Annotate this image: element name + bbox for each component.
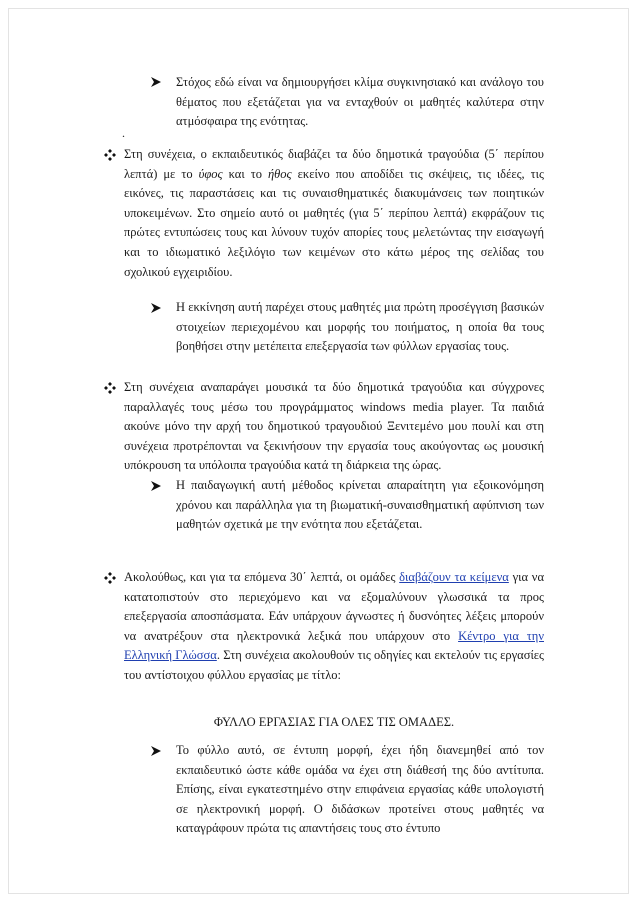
worksheet-title: ΦΥΛΛΟ ΕΡΓΑΣΙΑΣ ΓΙΑ ΟΛΕΣ ΤΙΣ ΟΜΑΔΕΣ. bbox=[213, 715, 455, 729]
main-paragraph-1 bbox=[124, 145, 544, 282]
bullet-paragraph-1: Στόχος εδώ είναι να δημιουργήσει κλίμα συγκινησιακό και ανάλογο του θέματος που εξετάζεται για να ενταχθούν οι μαθητές καλύτερα στην ατμόσφαιρα της ενότητας. bbox=[176, 75, 544, 129]
p1-text-a: Στη συνέχεια, ο εκπαιδευτικός διαβάζει τα δύο δημοτικά τραγούδια (5΄ περίπου λεπτά) με το bbox=[124, 147, 544, 181]
p1-text-b: και το bbox=[222, 166, 268, 181]
stray-dot: . bbox=[122, 126, 125, 140]
main-paragraph-3 bbox=[124, 568, 544, 686]
p3-text-c: . Στη συνέχεια ακολουθούν τις οδηγίες και εκτελούν τις εργασίες του αντίστοιχου φύλλου εργασίας με τίτλο: bbox=[124, 648, 545, 682]
p3-text-b: για να κατατοπιστούν στο περιεχόμενο και να εξομαλύνουν γλωσσικά τα προς επεξεργασία αποσπάσματα. Εάν υπάρχουν άγνωστες ή δυσνόητες λέξεις μπορούν να ανατρέξουν στα ηλεκτρονικά λεξικά που υπάρχουν στο bbox=[124, 570, 544, 643]
arrowhead-bullet-icon bbox=[150, 745, 162, 759]
arrowhead-bullet-icon bbox=[150, 480, 162, 494]
p3-text-a: Ακολούθως, και για τα επόμενα 30΄ λεπτά, οι ομάδες bbox=[124, 570, 400, 584]
arrowhead-bullet-icon bbox=[150, 76, 162, 90]
p1-emphasis-ethos: ήθος bbox=[267, 166, 292, 181]
bullet-paragraph-3: Η παιδαγωγική αυτή μέθοδος κρίνεται απαραίτητη για εξοικονόμηση χρόνου και παράλληλα για τη βιωματική-συναισθηματική αφύπνιση των μαθητών σχετικά με την ενότητα που εξετάζεται. bbox=[176, 478, 544, 532]
p1-emphasis-style: ύφος bbox=[198, 166, 223, 181]
bullet-paragraph-4: Το φύλλο αυτό, σε έντυπη μορφή, έχει ήδη διανεμηθεί από τον εκπαιδευτικό ώστε κάθε ομάδα να έχει στη διάθεσή της δύο αντίτυπα. Επίσης, είναι εγκατεστημένο στην επιφάνεια εργασίας κάθε υπολογιστή σε ηλεκτρονική μορφή. Ο διδάσκων προτείνει στους μαθητές να καταγράφουν πρώτα τις απαντήσεις τους στο έντυπο bbox=[176, 743, 544, 836]
four-diamond-bullet-icon bbox=[104, 149, 116, 163]
main-paragraph-2: Στη συνέχεια αναπαράγει μουσικά τα δύο δημοτικά τραγούδια και σύγχρονες παραλλαγές τους μέσω του προγράμματος windows media player. Τα παιδιά ακούνε μόνο την αρχή του δημοτικού τραγουδιού Ξενιτεμένο μου πουλί και στη συνέχεια προτρέπονται να ξεκινήσουν την εργασία τους ακούγοντας ως μουσική υπόκρουση τα υπόλοιπα τραγούδια κατά τη διάρκεια της ώρας. bbox=[124, 380, 544, 473]
bullet-paragraph-2: Η εκκίνηση αυτή παρέχει στους μαθητές μια πρώτη προσέγγιση βασικών στοιχείων περιεχομένου και μορφής του ποιήματος, η οποία θα τους βοηθήσει στην μετέπειτα επεξεργασία των φύλλων εργασίας τους. bbox=[176, 300, 544, 354]
greek-language-center-link[interactable]: Κέντρο για την Ελληνική Γλώσσα bbox=[124, 628, 544, 663]
read-texts-link[interactable]: διαβάζουν τα κείμενα bbox=[399, 570, 509, 584]
p1-text-c: εκείνο που αποδίδει τις σκέψεις, τις ιδέες, τις εικόνες, τις παραστάσεις και τις συναισθηματικές διακυμάνσεις των ποιητικών υποκειμένων. Στο σημείο αυτό οι μαθητές (για 5΄ περίπου λεπτά) εκφράζουν τις πρώτες εντυπώσεις τους και λύνουν τυχόν απορίες τους μελετώντας την εισαγωγή και το ιδιωματικό λεξιλόγιο των κειμένων στο κάτω μέρος της σελίδας του σχολικού εγχειριδίου. bbox=[124, 166, 544, 279]
arrowhead-bullet-icon bbox=[150, 302, 162, 316]
four-diamond-bullet-icon bbox=[104, 382, 116, 396]
four-diamond-bullet-icon bbox=[104, 572, 116, 586]
